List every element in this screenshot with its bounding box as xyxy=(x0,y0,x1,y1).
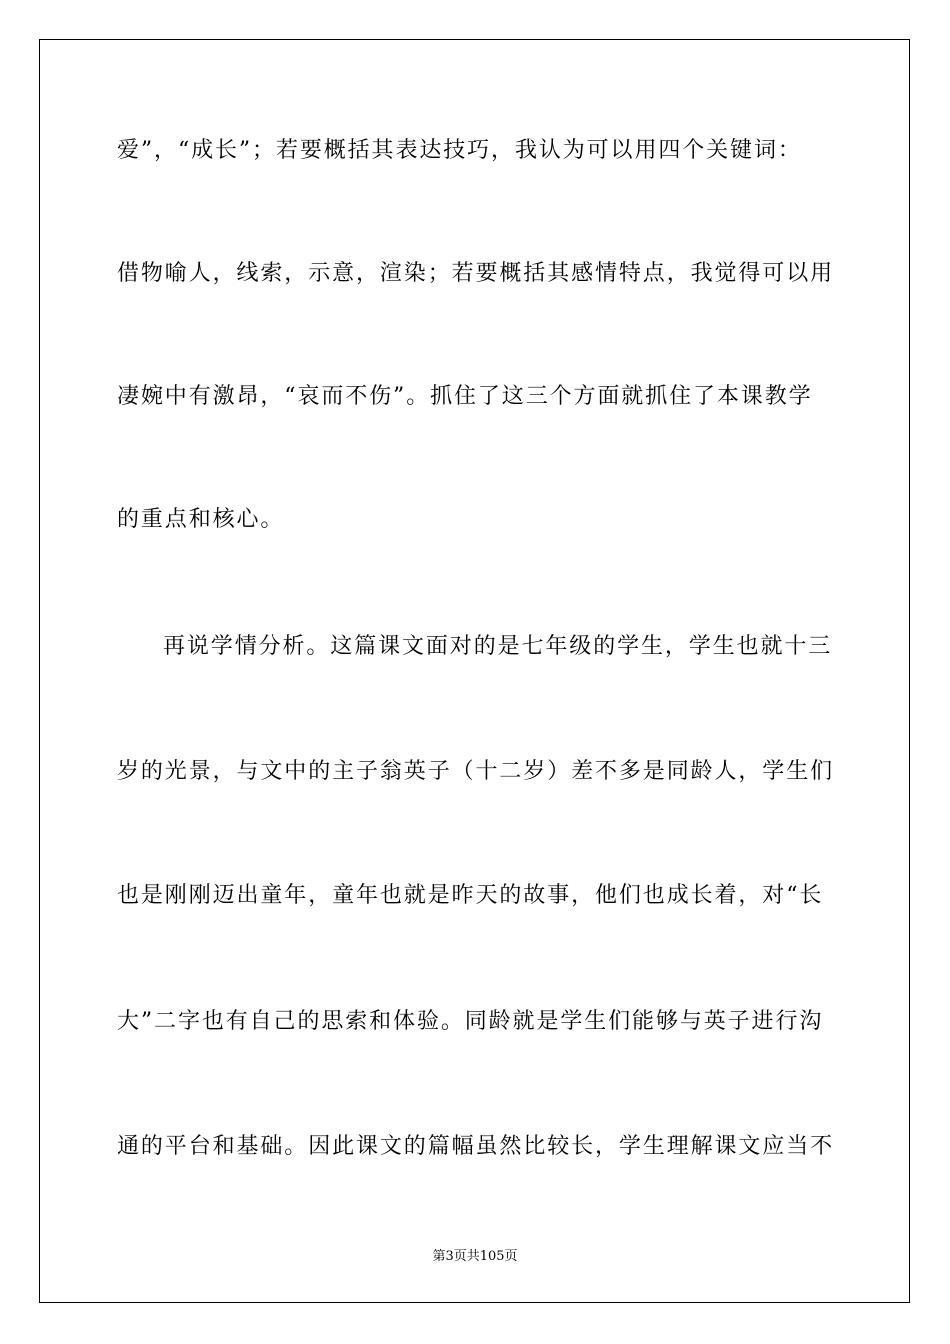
page-border xyxy=(39,39,910,1303)
page-number: 第3页 xyxy=(432,1249,467,1264)
page-footer xyxy=(0,1248,950,1266)
page-total: 共105页 xyxy=(466,1249,518,1264)
body-text-line-4: 的重点和核心。 xyxy=(117,507,285,532)
body-text-line-2: 借物喻人，线索，示意，渲染；若要概括其感情特点，我觉得可以用 xyxy=(117,261,835,286)
body-text-line-1: 爱”，“成长”；若要概括其表达技巧，我认为可以用四个关键词： xyxy=(117,138,802,163)
body-text-line-6: 岁的光景，与文中的主子翁英子（十二岁）差不多是同龄人，学生们 xyxy=(117,759,835,784)
body-text-line-8: 大”二字也有自己的思索和体验。同龄就是学生们能够与英子进行沟 xyxy=(117,1009,824,1034)
body-text-line-3: 凄婉中有激昂，“哀而不伤”。抓住了这三个方面就抓住了本课教学 xyxy=(117,384,813,409)
body-text-line-9: 通的平台和基础。因此课文的篇幅虽然比较长，学生理解课文应当不 xyxy=(117,1134,835,1159)
body-text-line-7: 也是刚刚迈出童年，童年也就是昨天的故事，他们也成长着，对“长 xyxy=(117,883,824,908)
body-text-line-5: 再说学情分析。这篇课文面对的是七年级的学生，学生也就十三 xyxy=(163,634,833,659)
